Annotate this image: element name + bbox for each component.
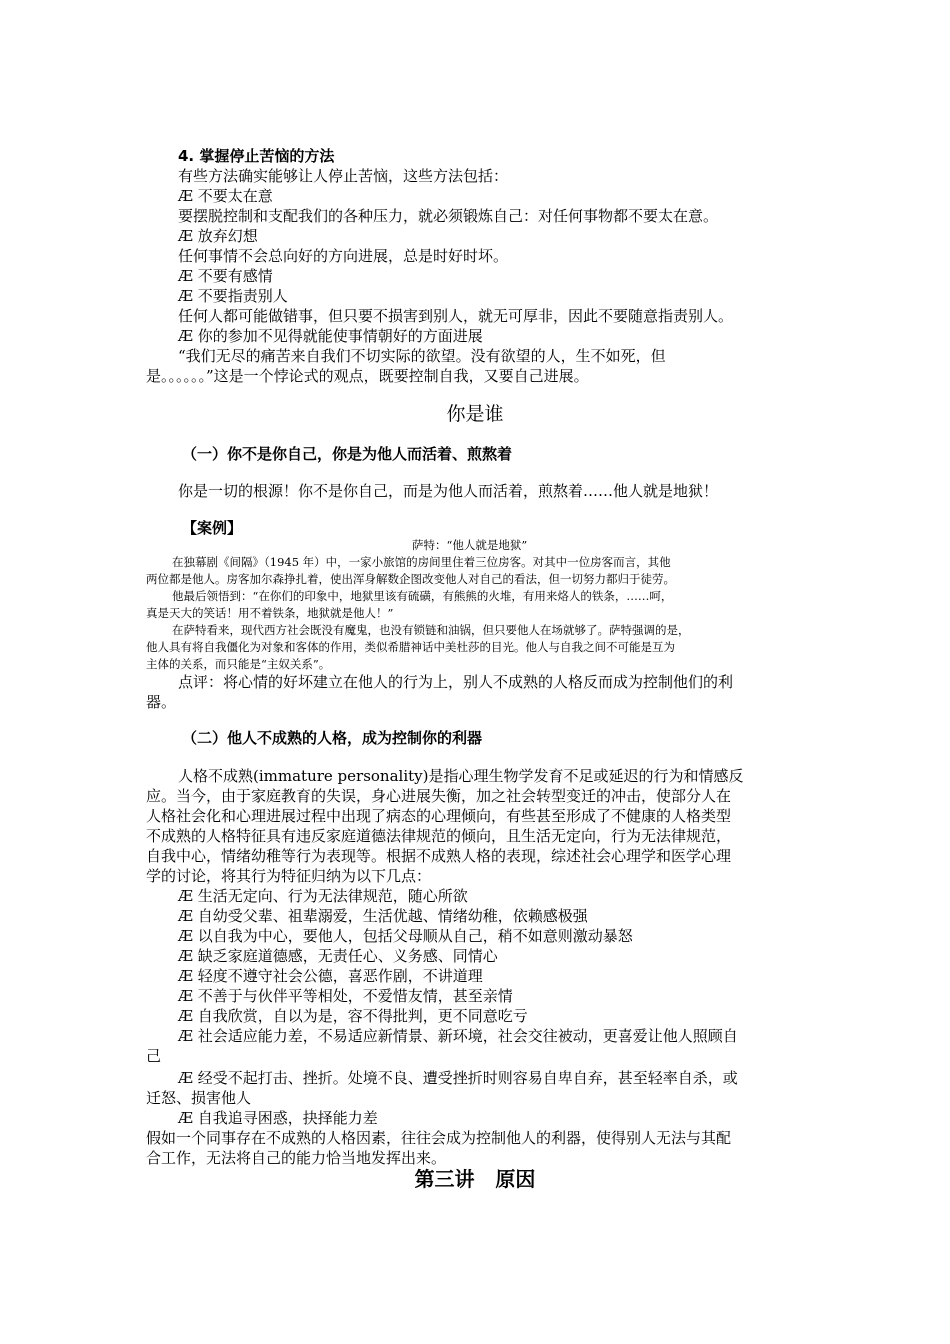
bullet-continuation: 己 xyxy=(146,1047,162,1065)
bullet-item: Æ 不要太在意 xyxy=(178,187,273,205)
bullet-item: Æ 生活无定向、行为无法律规范，随心所欲 xyxy=(178,887,468,905)
quote-line: 是。。。。。。”这是一个悖论式的观点，既要控制自我，又要自己进展。 xyxy=(146,367,589,385)
bullet-item: Æ 放弃幻想 xyxy=(178,227,258,245)
final-line: 假如一个同事存在不成熟的人格因素，往往会成为控制他人的利器，使得别人无法与其配 xyxy=(146,1129,732,1147)
paragraph-line: 人格社会化和心理进展过程中出现了病态的心理倾向，有些甚至形成了不健康的人格类型 xyxy=(146,807,732,825)
paragraph-line: 学的讨论，将其行为特征归纳为以下几点： xyxy=(146,867,432,885)
case-line: 真是天大的笑话！用不着铁条，地狱就是他人！” xyxy=(146,606,394,620)
section-heading: 你是谁 xyxy=(446,403,504,425)
bullet-item: Æ 不善于与伙伴平等相处，不爱惜友情，甚至亲情 xyxy=(178,987,513,1005)
paragraph-line: 人格不成熟(immature personality)是指心理生物学发育不足或延迟的行为和情感反 xyxy=(178,767,744,785)
final-line: 合工作，无法将自己的能力恰当地发挥出来。 xyxy=(146,1149,447,1167)
text-line: 要摆脱控制和支配我们的各种压力，就必须锻炼自己：对任何事物都不要太在意。 xyxy=(178,207,719,225)
case-label: 【案例】 xyxy=(182,519,243,537)
case-line: 他人具有将自我僵化为对象和客体的作用，类似希腊神话中美杜莎的目光。他人与自我之间不可能是互为 xyxy=(146,640,675,654)
comment-line: 器。 xyxy=(146,693,177,711)
case-line: 他最后领悟到：“在你们的印象中，地狱里该有硫磺，有熊熊的火堆，有用来烙人的铁条，……呵， xyxy=(172,589,673,603)
quote-line: “我们无尽的痛苦来自我们不切实际的欲望。没有欲望的人，生不如死，但 xyxy=(178,347,666,365)
lecture-heading: 第三讲 原因 xyxy=(414,1167,536,1191)
paragraph-line: 自我中心，情绪幼稚等行为表现等。根据不成熟人格的表现，综述社会心理学和医学心理 xyxy=(146,847,732,865)
bullet-item: Æ 不要有感情 xyxy=(178,267,273,285)
bullet-item: Æ 自我追寻困惑，抉择能力差 xyxy=(178,1109,378,1127)
text-line: 任何人都可能做错事，但只要不损害到别人，就无可厚非，因此不要随意指责别人。 xyxy=(178,307,734,325)
bullet-item: Æ 不要指责别人 xyxy=(178,287,288,305)
case-title: 萨特：“他人就是地狱” xyxy=(412,538,528,552)
bullet-item: Æ 经受不起打击、挫折。处境不良、遭受挫折时则容易自卑自弃，甚至轻率自杀，或 xyxy=(178,1069,738,1087)
case-line: 在独幕剧《间隔》（1945 年）中，一家小旅馆的房间里住着三位房客。对其中一位房客而言，其他 xyxy=(172,555,671,569)
subheading: （一）你不是你自己，你是为他人而活着、煎熬着 xyxy=(182,445,513,463)
text-line: 你是一切的根源！你不是你自己，而是为他人而活着，煎熬着……他人就是地狱！ xyxy=(178,482,719,500)
case-line: 两位都是他人。房客加尔森挣扎着，使出浑身解数企图改变他人对自己的看法，但一切努力都归于徒劳。 xyxy=(146,572,675,586)
bullet-item: Æ 你的参加不见得就能使事情朝好的方面进展 xyxy=(178,327,483,345)
subheading: （二）他人不成熟的人格，成为控制你的利器 xyxy=(182,729,483,747)
bullet-item: Æ 缺乏家庭道德感，无责任心、义务感、同情心 xyxy=(178,947,498,965)
bullet-item: Æ 轻度不遵守社会公德，喜恶作剧，不讲道理 xyxy=(178,967,483,985)
comment-line: 点评：将心情的好坏建立在他人的行为上，别人不成熟的人格反而成为控制他们的利 xyxy=(178,673,734,691)
bullet-item: Æ 社会适应能力差，不易适应新情景、新环境，社会交往被动，更喜爱让他人照顾自 xyxy=(178,1027,738,1045)
text-line: 有些方法确实能够让人停止苦恼，这些方法包括： xyxy=(178,167,509,185)
bullet-item: Æ 以自我为中心，要他人，包括父母顺从自己，稍不如意则激动暴怒 xyxy=(178,927,633,945)
case-line: 主体的关系，而只能是“主奴关系”。 xyxy=(146,657,331,671)
paragraph-line: 不成熟的人格特征具有违反家庭道德法律规范的倾向，且生活无定向，行为无法律规范， xyxy=(146,827,732,845)
bullet-item: Æ 自幼受父辈、祖辈溺爱，生活优越、情绪幼稚，依赖感极强 xyxy=(178,907,588,925)
case-line: 在萨特看来，现代西方社会既没有魔鬼，也没有锁链和油锅，但只要他人在场就够了。萨特强调的是， xyxy=(172,623,690,637)
paragraph-line: 应。当今，由于家庭教育的失误，身心进展失衡，加之社会转型变迁的冲击，使部分人在 xyxy=(146,787,732,805)
section-title: 4. 掌握停止苦恼的方法 xyxy=(178,147,335,165)
text-line: 任何事情不会总向好的方向进展，总是时好时坏。 xyxy=(178,247,509,265)
bullet-item: Æ 自我欣赏，自以为是，容不得批判，更不同意吃亏 xyxy=(178,1007,528,1025)
bullet-continuation: 迁怒、损害他人 xyxy=(146,1089,252,1107)
